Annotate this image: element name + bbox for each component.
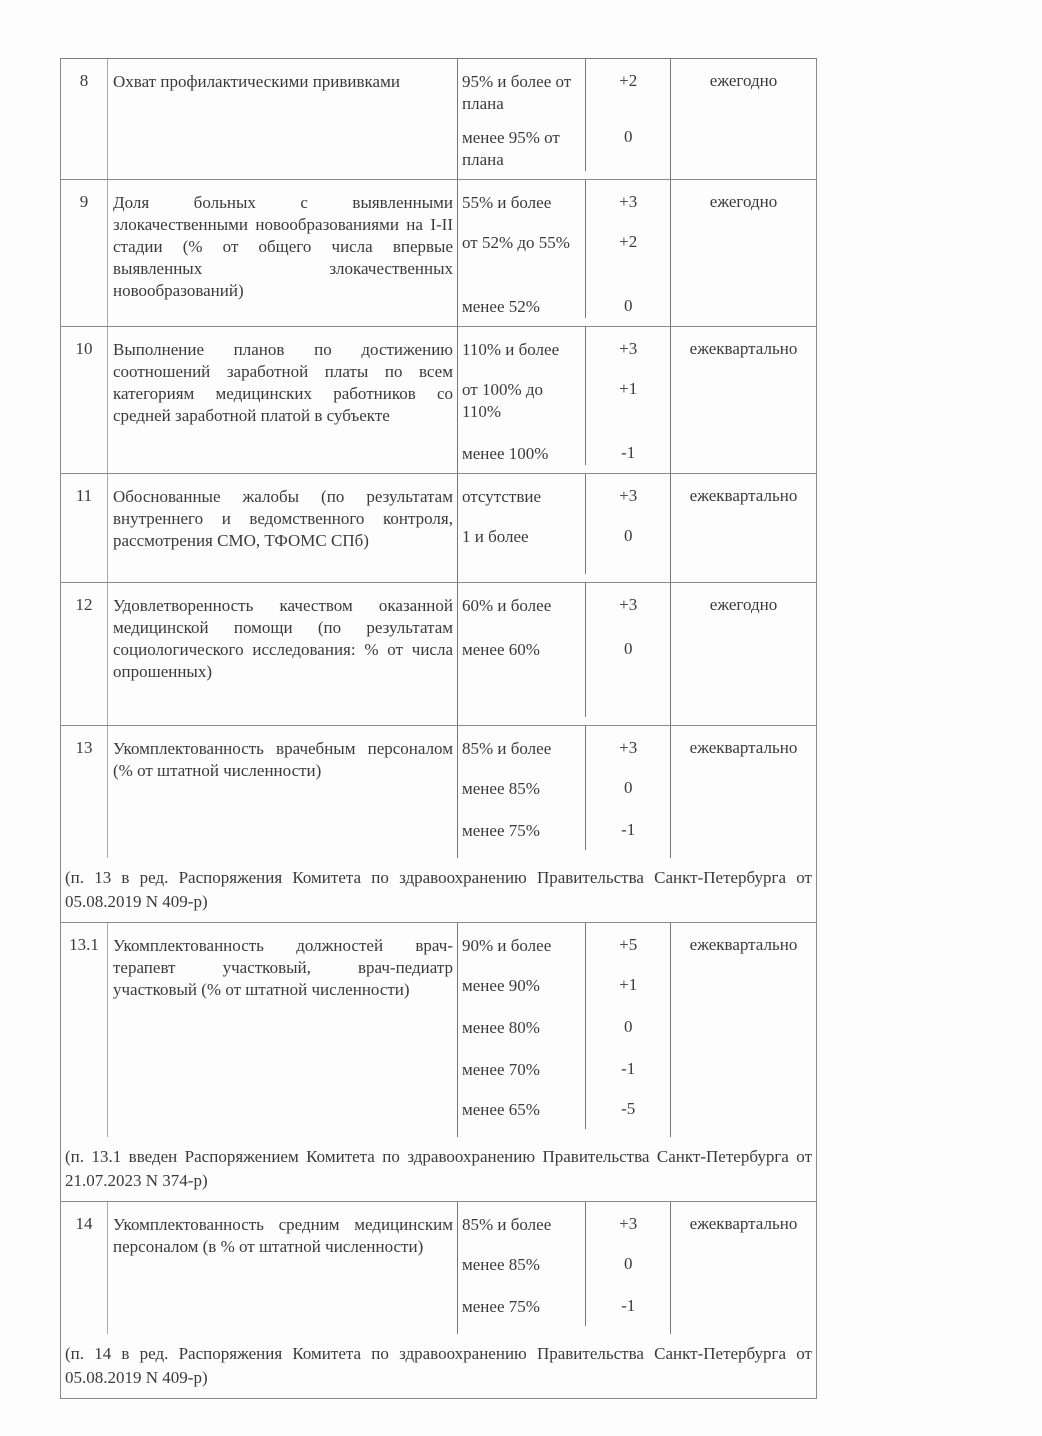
criterion-points: 0: [623, 639, 633, 658]
criterion-points: 0: [623, 778, 633, 797]
criterion-row: [458, 963, 670, 1005]
table-row: [61, 923, 816, 1137]
row-number: 13.1: [69, 935, 99, 954]
criterion-row: [458, 327, 670, 367]
row-number: 9: [79, 192, 89, 211]
indicator-name: Доля больных с выявленными злокачественными новообразованиями на I-II стадии (% от общего числа впервые выявленных злокачественных новообразований): [107, 180, 457, 326]
table-row: [61, 583, 816, 726]
amendment-note: (п. 13 в ред. Распоряжения Комитета по здравоохранению Правительства Санкт-Петербурга от 05.08.2019 N 409-р): [61, 858, 816, 923]
criterion-row: [458, 1005, 670, 1047]
criterion-points: +3: [619, 339, 638, 358]
criterion-points: +3: [619, 1214, 638, 1233]
criterion-row: [458, 1284, 670, 1326]
row-number: 12: [75, 595, 93, 614]
table-row: [61, 59, 816, 180]
evaluation-period: ежеквартально: [670, 726, 816, 858]
criterion-condition: менее 85%: [458, 766, 586, 808]
evaluation-period: ежеквартально: [670, 1202, 816, 1334]
criterion-condition: менее 75%: [458, 808, 586, 850]
criterion-points: +2: [619, 232, 638, 251]
criterion-row: [458, 766, 670, 808]
criterion-condition: менее 60%: [458, 627, 586, 717]
criterion-row: [458, 284, 670, 318]
evaluation-period: ежеквартально: [670, 923, 816, 1137]
indicator-name: Удовлетворенность качеством оказанной медицинской помощи (по результатам социологического исследования: % от числа опрошенных): [107, 583, 457, 725]
criterion-condition: 110% и более: [458, 327, 586, 367]
criterion-condition: менее 70%: [458, 1047, 586, 1087]
criterion-row: [458, 1047, 670, 1087]
criterion-row: [458, 367, 670, 431]
criterion-row: [458, 808, 670, 850]
indicator-name: Укомплектованность врачебным персоналом (% от штатной численности): [107, 726, 457, 858]
criterion-row: [458, 180, 670, 220]
criterion-condition: менее 75%: [458, 1284, 586, 1326]
criterion-points: +1: [619, 975, 638, 994]
criterion-points: -1: [621, 1296, 636, 1315]
row-number: 14: [75, 1214, 93, 1233]
criterion-points: 0: [623, 1017, 633, 1036]
criterion-points: +5: [619, 935, 638, 954]
criterion-condition: менее 95% от плана: [458, 115, 586, 171]
criterion-row: [458, 59, 670, 115]
criterion-condition: менее 100%: [458, 431, 586, 465]
criterion-condition: менее 80%: [458, 1005, 586, 1047]
amendment-note: (п. 14 в ред. Распоряжения Комитета по здравоохранению Правительства Санкт-Петербурга от 05.08.2019 N 409-р): [61, 1334, 816, 1399]
table-row: [61, 474, 816, 583]
criterion-points: 0: [623, 1254, 633, 1273]
criterion-row: [458, 1242, 670, 1284]
table-row: [61, 726, 816, 858]
criterion-condition: 90% и более: [458, 923, 586, 963]
criterion-points: +3: [619, 486, 638, 505]
criterion-condition: 60% и более: [458, 583, 586, 627]
indicator-name: Обоснованные жалобы (по результатам внутреннего и ведомственного контроля, рассмотрения СМО, ТФОМС СПб): [107, 474, 457, 582]
table-row: [61, 1202, 816, 1334]
criterion-row: [458, 627, 670, 717]
criterion-condition: 95% и более от плана: [458, 59, 586, 115]
criterion-condition: менее 65%: [458, 1087, 586, 1129]
criterion-points: +3: [619, 738, 638, 757]
criteria-table: [60, 58, 817, 1399]
evaluation-period: ежегодно: [670, 583, 816, 725]
criterion-condition: 1 и более: [458, 514, 586, 574]
criterion-condition: менее 85%: [458, 1242, 586, 1284]
table-row: [61, 327, 816, 474]
criterion-condition: от 52% до 55%: [458, 220, 586, 284]
criterion-points: 0: [623, 526, 633, 545]
evaluation-period: ежегодно: [670, 180, 816, 326]
row-number: 13: [75, 738, 93, 757]
criterion-points: +3: [619, 192, 638, 211]
criterion-condition: от 100% до 110%: [458, 367, 586, 431]
criterion-condition: 55% и более: [458, 180, 586, 220]
row-number: 10: [75, 339, 93, 358]
criterion-condition: менее 90%: [458, 963, 586, 1005]
row-number: 8: [79, 71, 89, 90]
criterion-row: [458, 1202, 670, 1242]
indicator-name: Укомплектованность должностей врач-терапевт участковый, врач-педиатр участковый (% от штатной численности): [107, 923, 457, 1137]
evaluation-period: ежеквартально: [670, 474, 816, 582]
criterion-points: -5: [621, 1099, 636, 1118]
criterion-condition: отсутствие: [458, 474, 586, 514]
criterion-condition: 85% и более: [458, 726, 586, 766]
table-row: [61, 180, 816, 327]
indicator-name: Охват профилактическими прививками: [107, 59, 457, 179]
criterion-row: [458, 474, 670, 514]
criterion-row: [458, 726, 670, 766]
criterion-points: -1: [621, 820, 636, 839]
indicator-name: Укомплектованность средним медицинским персоналом (в % от штатной численности): [107, 1202, 457, 1334]
criterion-points: +3: [619, 595, 638, 614]
criterion-condition: менее 52%: [458, 284, 586, 318]
evaluation-period: ежегодно: [670, 59, 816, 179]
amendment-note: (п. 13.1 введен Распоряжением Комитета по здравоохранению Правительства Санкт-Петербурга от 21.07.2023 N 374-р): [61, 1137, 816, 1202]
criterion-row: [458, 514, 670, 574]
criterion-condition: 85% и более: [458, 1202, 586, 1242]
criterion-points: +2: [619, 71, 638, 90]
criterion-row: [458, 115, 670, 171]
criterion-row: [458, 431, 670, 465]
criterion-points: -1: [621, 1059, 636, 1078]
evaluation-period: ежеквартально: [670, 327, 816, 473]
indicator-name: Выполнение планов по достижению соотношений заработной платы по всем категориям медицинских работников со средней заработной платой в субъекте: [107, 327, 457, 473]
criterion-row: [458, 583, 670, 627]
criterion-points: 0: [623, 127, 633, 146]
criterion-row: [458, 220, 670, 284]
criterion-points: 0: [623, 296, 633, 315]
criterion-row: [458, 923, 670, 963]
row-number: 11: [75, 486, 93, 505]
criterion-row: [458, 1087, 670, 1129]
criterion-points: +1: [619, 379, 638, 398]
criterion-points: -1: [621, 443, 636, 462]
